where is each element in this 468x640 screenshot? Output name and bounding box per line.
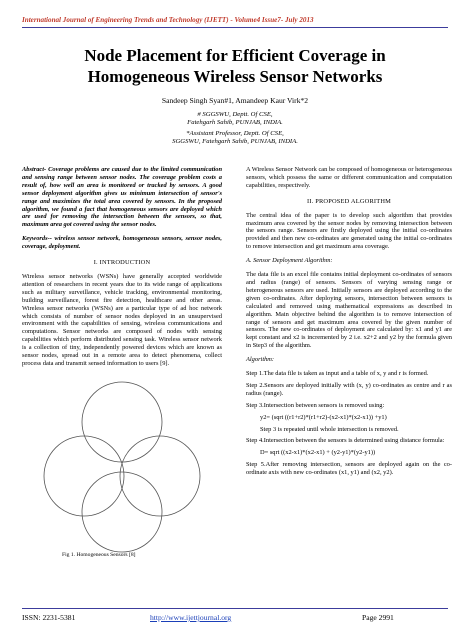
step-4-formula: D= sqrt ((x2-x1)*(x2-x1) + (y2-y1)*(y2-y1)) [260,449,376,457]
intro-text: Wireless sensor networks (WSNs) have generally accepted worldwide attention of researchers in recent years due to its wide range of applications such as military surveillance, vehicle tracking, environmental monitoring, building surveillance, forest fire detection, healthcare and other areas. Wireless sensor networks (WSNs) are a particular type of ad hoc network which consists of number of sensor nodes deployed in an unsupervised environment with the capabilities of sensing, wireless communications and computations. Sensor networks are composed of nodes with sensing capabilities which perform distributed sensing task. Wireless sensor network is a collection of tiny, independently powered devices which are known as sensor nodes, spread out in a remote area to detect phenomena, collect process data and transmit sensed information to users [9]. [22,272,222,367]
affiliation-2-line-2: SGGSWU, Fatehgarh Sahib, PUNJAB, INDIA. [172,138,298,146]
subsection-a-heading: A. Sensor Deployment Algorithm: [246,257,333,265]
title-line-2: Homogeneous Wireless Sensor Networks [87,67,383,86]
data-file-paragraph: The data file is an excel file contains initial deployment co-ordinates of sensors and radius (range) of sensors. Sensors of varying sensing range or heterogeneous sensors are used. Initially sensors are deployed according to the given co-ordinates. After deploying sensors, intersection between sensors is calculated and removed using mathematical expressions as described in algorithm. Main objective behind the algorithm is to remove intersection of range of sensors and get maximum area covered by the given number of sensors. The new co-ordinates of deployment are calculated by: x1 and y1 are kept constant and x2 is incremented by 2 i.e. x2+2 and y2 by the formula given in Step3 of the algorithm. [246,271,452,350]
step-3-formula: y2= (sqrt ((r1+r2)*(r1+r2)-(x2-x1)*(x2-x1)) +y1) [260,413,387,421]
keywords: Keywords-- wireless sensor network, homogeneous sensors, sensor nodes, coverage, deployment. [22,235,222,251]
figure-caption: Fig 1. Homogeneous Sensors [8] [62,551,136,558]
sensor-circle-bottom [82,472,162,552]
affiliation-1 [22,111,448,128]
affiliation-2 [22,130,448,147]
sensor-circle-right [120,436,200,516]
footer-issn: ISSN: 2231-5381 [22,613,76,622]
affiliation-1-line-1: # SGGSWU, Deptt. Of CSE, [197,111,273,118]
journal-url-link[interactable]: http://www.ijettjournal.org [150,613,232,622]
step-2: Step 2.Sensors are deployed initially with (x, y) co-ordinates as centre and r as radius (range). [246,381,452,397]
homogeneous-sensors-diagram [22,374,222,554]
wsn-paragraph: A Wireless Sensor Network can be composed of homogeneous or heterogeneous sensors, which possess the same or different communication and computation capabilities, respectively. [246,166,452,189]
affiliation-2-line-1: *Assistant Professor, Deptt. Of CSE, [186,130,284,137]
footer-rule [22,608,448,609]
algorithm-intro-paragraph: The central idea of the paper is to develop such algorithm that provides maximum area covered by the sensor nodes by removing intersection between the sensors range. Sensors are firstly deployed using the initial co-ordinates provided and then new co-ordinates are generated using the initial co-ordinates to remove intersection and get maximum area coverage. [246,211,452,251]
page-number: Page 2991 [362,613,394,622]
authors: Sandeep Singh Syan#1, Amandeep Kaur Virk*2 [161,96,309,105]
affiliation-1-line-2: Fatehgarh Sahib, PUNJAB, INDIA. [187,119,283,127]
sensor-circle-top [82,382,162,462]
left-column [22,166,222,564]
abstract: Abstract- Coverage problems are caused due to the limited communication and sensing range between sensor nodes. The coverage problem costs a result of, how well an area is monitored or tracked by sensors. A good sensor deployment algorithm gives us minimum intersection of sensor's range and maximizes the total area covered by sensors. In the proposed algorithm, we found a fact that homogeneous sensors are deployed which are used for removing the intersection between the sensors, so that, maximum area got covered using the sensor nodes. [22,166,222,229]
section-2-heading: II. PROPOSED ALGORITHM [306,197,392,205]
title-line-1: Node Placement for Efficient Coverage in [84,46,386,65]
step-3: Step 3.Intersection between sensors is removed using: [246,401,385,409]
figure-1 [22,374,222,564]
algorithm-label: Algorithm: [246,356,275,364]
journal-header: International Journal of Engineering Trends and Technology (IJETT) - Volume4 Issue7- July 2013 [22,16,314,24]
step-3-note: Step 3 is repeated until whole intersection is removed. [260,425,399,433]
step-5: Step 5.After removing intersection, sensors are deployed again on the co-ordinate axis with new co-ordinates (x1, y1) and (x2, y2). [246,461,452,477]
intro-heading: I. INTRODUCTION [93,259,151,267]
step-4: Step 4.Intersection between the sensors is determined using distance formula: [246,437,445,445]
right-column [246,166,452,481]
paper-title [22,45,448,87]
step-1: Step 1.The data file is taken as input and a table of x, y and r is formed. [246,370,429,378]
sensor-circle-left [44,436,124,516]
header-rule [22,27,448,28]
